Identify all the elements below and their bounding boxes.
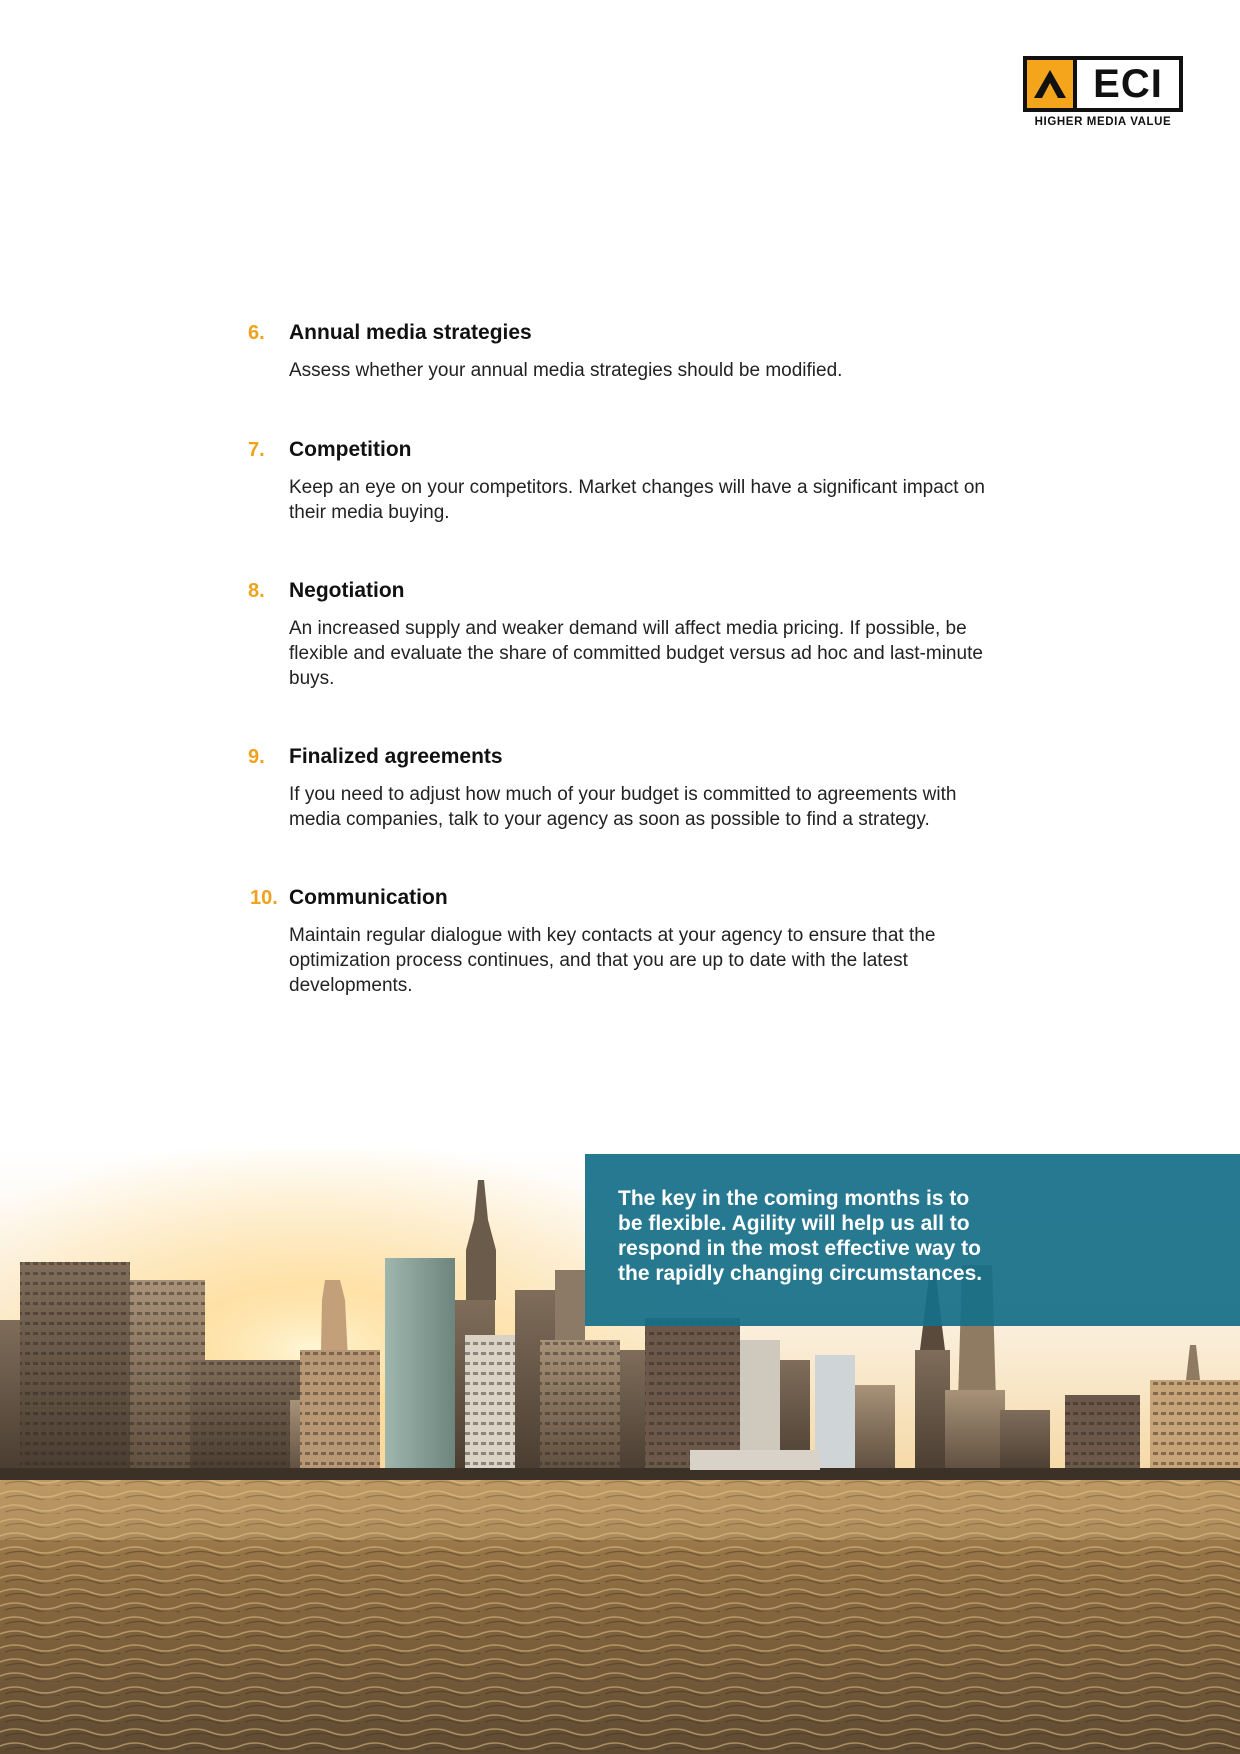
- quote-text: The key in the coming months is to be flexible. Agility will help us all to respond in the most effective way to the rapidly changing circumstances.: [618, 1187, 983, 1285]
- item-title: Communication: [289, 886, 448, 909]
- item-title: Finalized agreements: [289, 745, 503, 768]
- item-body: Assess whether your annual media strategies should be modified.: [289, 360, 843, 381]
- item-title: Competition: [289, 438, 412, 461]
- highlight-quote-box: [585, 1154, 1240, 1326]
- item-title: Negotiation: [289, 579, 405, 602]
- item-number: 9.: [248, 746, 265, 768]
- item-title: Annual media strategies: [289, 321, 532, 344]
- logo-wordmark: ECI: [1093, 61, 1163, 106]
- item-body: Keep an eye on your competitors. Market changes will have a significant impact on their media buying.: [289, 477, 985, 523]
- item-number: 10.: [250, 887, 278, 909]
- item-number: 8.: [248, 580, 265, 602]
- item-number: 7.: [248, 439, 265, 461]
- logo-box: [1023, 56, 1183, 112]
- logo-triangle-icon: [1027, 60, 1077, 108]
- eci-logo: [1023, 56, 1181, 128]
- item-body: If you need to adjust how much of your budget is committed to agreements with media companies, talk to your agency as soon as possible to find a strategy.: [289, 784, 957, 830]
- item-body: An increased supply and weaker demand will affect media pricing. If possible, be flexible and evaluate the share of committed budget versus ad hoc and last-minute buys.: [289, 618, 983, 689]
- item-body: Maintain regular dialogue with key contacts at your agency to ensure that the optimization process continues, and that you are up to date with the latest developments.: [289, 925, 936, 996]
- item-number: 6.: [248, 322, 265, 344]
- logo-tagline: HIGHER MEDIA VALUE: [1034, 116, 1172, 128]
